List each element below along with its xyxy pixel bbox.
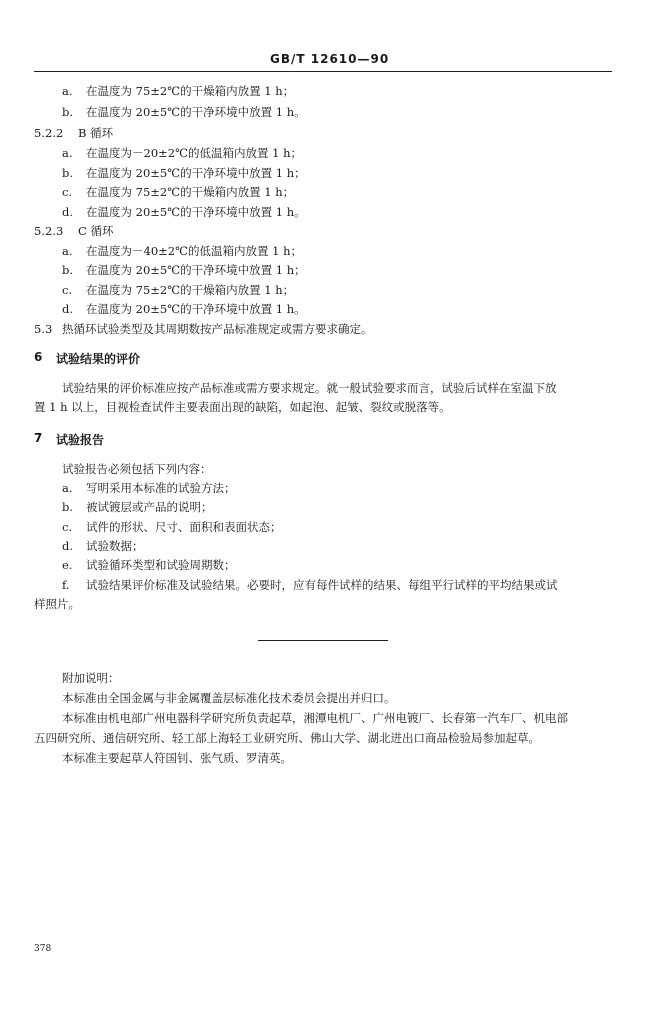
- list-item-label: e.: [62, 558, 73, 572]
- list-item-label: a.: [62, 481, 73, 495]
- header-rule: [34, 71, 612, 72]
- list-item-text: 在温度为－20±2℃的低温箱内放置 1 h；: [86, 146, 302, 160]
- end-rule: [258, 640, 388, 641]
- list-item-label: c.: [62, 185, 73, 199]
- additional-line: 五四研究所、通信研究所、轻工部上海轻工业研究所、佛山大学、湖北进出口商品检验局参加起草。: [34, 731, 540, 745]
- additional-line: 本标准由全国金属与非金属覆盖层标准化技术委员会提出并归口。: [62, 691, 396, 705]
- list-item-text: 在温度为 20±5℃的干净环境中放置 1 h。: [86, 105, 306, 119]
- list-item-text: 在温度为 75±2℃的干燥箱内放置 1 h；: [86, 185, 295, 199]
- list-item-text: 试件的形状、尺寸、面积和表面状态；: [86, 520, 282, 534]
- list-item-label: b.: [62, 166, 74, 180]
- list-item-text: 被试镀层或产品的说明；: [86, 500, 213, 514]
- list-item-label: b.: [62, 500, 74, 514]
- list-item-text: 在温度为 20±5℃的干净环境中放置 1 h。: [86, 302, 306, 316]
- list-item-label: d.: [62, 205, 74, 219]
- section-number: 6: [34, 350, 43, 364]
- list-item-text: 写明采用本标准的试验方法；: [86, 481, 236, 495]
- section-heading: 试验结果的评价: [56, 352, 141, 366]
- list-item-text: 在温度为 20±5℃的干净环境中放置 1 h；: [86, 263, 306, 277]
- list-item-label: d.: [62, 539, 74, 553]
- paragraph-line: 试验结果的评价标准应按产品标准或需方要求规定。就一般试验要求而言，试验后试样在室温下放: [62, 381, 557, 395]
- list-item-text: 在温度为 75±2℃的干燥箱内放置 1 h；: [86, 283, 295, 297]
- list-item-label: a.: [62, 244, 73, 258]
- list-item-text: 试验结果评价标准及试验结果。必要时，应有每件试样的结果、每组平行试样的平均结果或试: [86, 578, 558, 592]
- paragraph-line: 试验报告必须包括下列内容：: [62, 462, 212, 476]
- list-item-label: a.: [62, 84, 73, 98]
- list-item-text: 试验循环类型和试验周期数；: [86, 558, 236, 572]
- list-item-text: 在温度为 20±5℃的干净环境中放置 1 h；: [86, 166, 306, 180]
- list-item-text: 试验数据；: [86, 539, 144, 553]
- section-number: 5.2.3: [34, 224, 64, 238]
- list-item-label: c.: [62, 520, 73, 534]
- list-item-text: 在温度为－40±2℃的低温箱内放置 1 h；: [86, 244, 302, 258]
- section-title: B 循环: [78, 126, 114, 140]
- page-number: 378: [34, 944, 52, 954]
- list-item-text: 在温度为 75±2℃的干燥箱内放置 1 h；: [86, 84, 295, 98]
- additional-title: 附加说明：: [62, 671, 120, 685]
- list-item-label: b.: [62, 263, 74, 277]
- list-item-label: d.: [62, 302, 74, 316]
- additional-line: 本标准主要起草人符国钊、张气质、罗清英。: [62, 751, 292, 765]
- section-title: C 循环: [78, 224, 114, 238]
- list-item-text: 在温度为 20±5℃的干净环境中放置 1 h。: [86, 205, 306, 219]
- list-item-label: a.: [62, 146, 73, 160]
- paragraph-line: 置 1 h 以上，目视检查试件主要表面出现的缺陷，如起泡、起皱、裂纹或脱落等。: [34, 400, 451, 414]
- section-number: 5.3: [34, 322, 53, 336]
- additional-line: 本标准由机电部广州电器科学研究所负责起草，湘潭电机厂、广州电镀厂、长春第一汽车厂、机电部: [62, 711, 568, 725]
- list-item-label: c.: [62, 283, 73, 297]
- section-number: 5.2.2: [34, 126, 64, 140]
- list-item-label: f.: [62, 578, 70, 592]
- list-item-text-continued: 样照片。: [34, 597, 80, 611]
- section-heading: 试验报告: [56, 433, 105, 447]
- section-number: 7: [34, 431, 43, 445]
- standard-header: GB/T 12610—90: [270, 52, 390, 66]
- section-text: 热循环试验类型及其周期数按产品标准规定或需方要求确定。: [62, 322, 373, 336]
- list-item-label: b.: [62, 105, 74, 119]
